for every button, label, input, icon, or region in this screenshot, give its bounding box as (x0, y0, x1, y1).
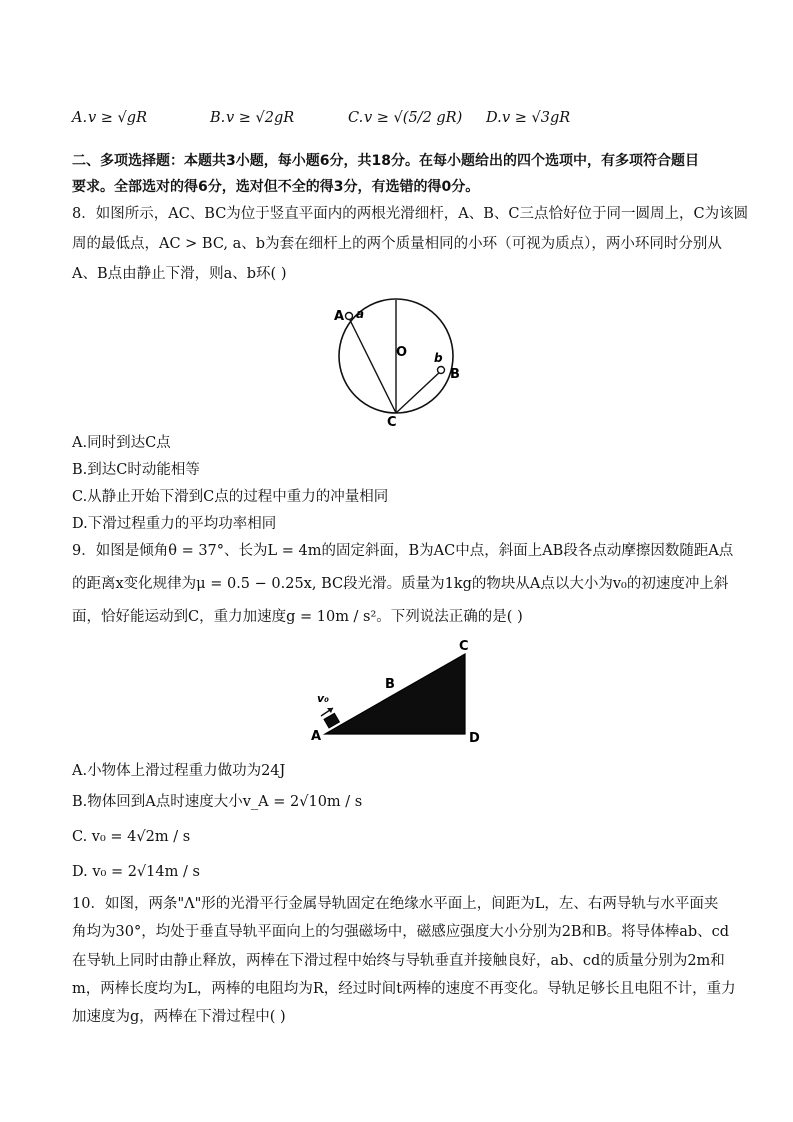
q8-label-a: a (356, 307, 365, 321)
q7-option-c-expr: v ≥ √(5/2 gR) (364, 110, 463, 126)
q8-rod-ac (348, 316, 396, 413)
q8-option-d: D.下滑过程重力的平均功率相同 (72, 516, 277, 532)
q7-option-b: B. (210, 110, 226, 126)
q7-option-d-expr: v ≥ √3gR (502, 110, 571, 126)
q9-label-A: A (311, 729, 322, 744)
q8-stem-line3: A、B点由静止下滑，则a、b环( ) (72, 266, 287, 282)
q7-option-c: C. (348, 110, 364, 126)
q9-stem-line1: 9．如图是倾角θ = 37°、长为L = 4m的固定斜面，B为AC中点，斜面上AB段各点动摩擦因数随距A点 (72, 543, 734, 559)
q9-label-B: B (385, 677, 395, 692)
q9-option-c: C. v₀ = 4√2m / s (72, 829, 191, 845)
q8-label-b: b (434, 351, 443, 365)
q10-stem-line1: 10．如图，两条"Λ"形的光滑平行金属导轨固定在绝缘水平面上，间距为L，左、右两导轨与水平面夹 (72, 896, 719, 912)
q8-circle-figure (320, 296, 480, 430)
q8-ring-b (438, 367, 445, 374)
q9-block (324, 713, 339, 728)
q8-label-B: B (450, 367, 460, 382)
q9-option-d: D. v₀ = 2√14m / s (72, 864, 200, 880)
q10-stem-line3: 在导轨上同时由静止释放，两棒在下滑过程中始终与导轨垂直并接触良好，ab、cd的质量分别为2m和 (72, 953, 725, 969)
section-heading-line1: 二、多项选择题：本题共3小题，每小题6分，共18分。在每小题给出的四个选项中，有多项符合题目 (72, 153, 699, 169)
q9-arrowhead (327, 708, 333, 713)
q8-stem-line2: 周的最低点，AC > BC, a、b为套在细杆上的两个质量相同的小环（可视为质点），两小环同时分别从 (72, 236, 722, 252)
q9-label-C: C (459, 639, 469, 654)
q9-label-v0: v₀ (317, 692, 329, 705)
q8-label-C: C (387, 415, 397, 430)
q9-incline (325, 654, 465, 734)
q9-stem-line2: 的距离x变化规律为μ = 0.5 − 0.25x, BC段光滑。质量为1kg的物块从A点以大小为v₀的初速度冲上斜 (72, 576, 729, 592)
q10-stem-line5: 加速度为g，两棒在下滑过程中( ) (72, 1009, 286, 1025)
q8-rod-bc (396, 370, 442, 413)
section-heading-line2: 要求。全部选对的得6分，选对但不全的得3分，有选错的得0分。 (72, 179, 480, 195)
q9-stem-line3: 面，恰好能运动到C，重力加速度g = 10m / s²。下列说法正确的是( ) (72, 609, 523, 625)
q9-option-a: A.小物体上滑过程重力做功为24J (72, 763, 286, 779)
q10-stem-line4: m，两棒长度均为L，两棒的电阻均为R，经过时间t两棒的速度不再变化。导轨足够长且电阻不计，重力 (72, 981, 736, 997)
q10-stem-line2: 角均为30°，均处于垂直导轨平面向上的匀强磁场中，磁感应强度大小分别为2B和B。将导体棒ab、cd (72, 924, 730, 940)
q7-option-a-expr: v ≥ √gR (88, 110, 147, 126)
q7-option-b-expr: v ≥ √2gR (226, 110, 295, 126)
q8-option-c: C.从静止开始下滑到C点的过程中重力的冲量相同 (72, 489, 389, 505)
q8-option-a: A.同时到达C点 (72, 435, 171, 451)
q8-stem-line1: 8．如图所示，AC、BC为位于竖直平面内的两根光滑细杆，A、B、C三点恰好位于同一圆周上，C为该圆 (72, 206, 749, 222)
q8-label-A: A (334, 309, 345, 324)
q8-label-O: O (396, 345, 408, 360)
q8-option-b: B.到达C时动能相等 (72, 462, 200, 478)
q9-option-b: B.物体回到A点时速度大小v_A = 2√10m / s (72, 794, 363, 810)
q7-option-d: D. (486, 110, 502, 126)
q7-option-a: A. (72, 110, 88, 126)
q9-label-D: D (469, 731, 480, 746)
q8-ring-a (346, 313, 353, 320)
q9-incline-figure (305, 636, 495, 748)
